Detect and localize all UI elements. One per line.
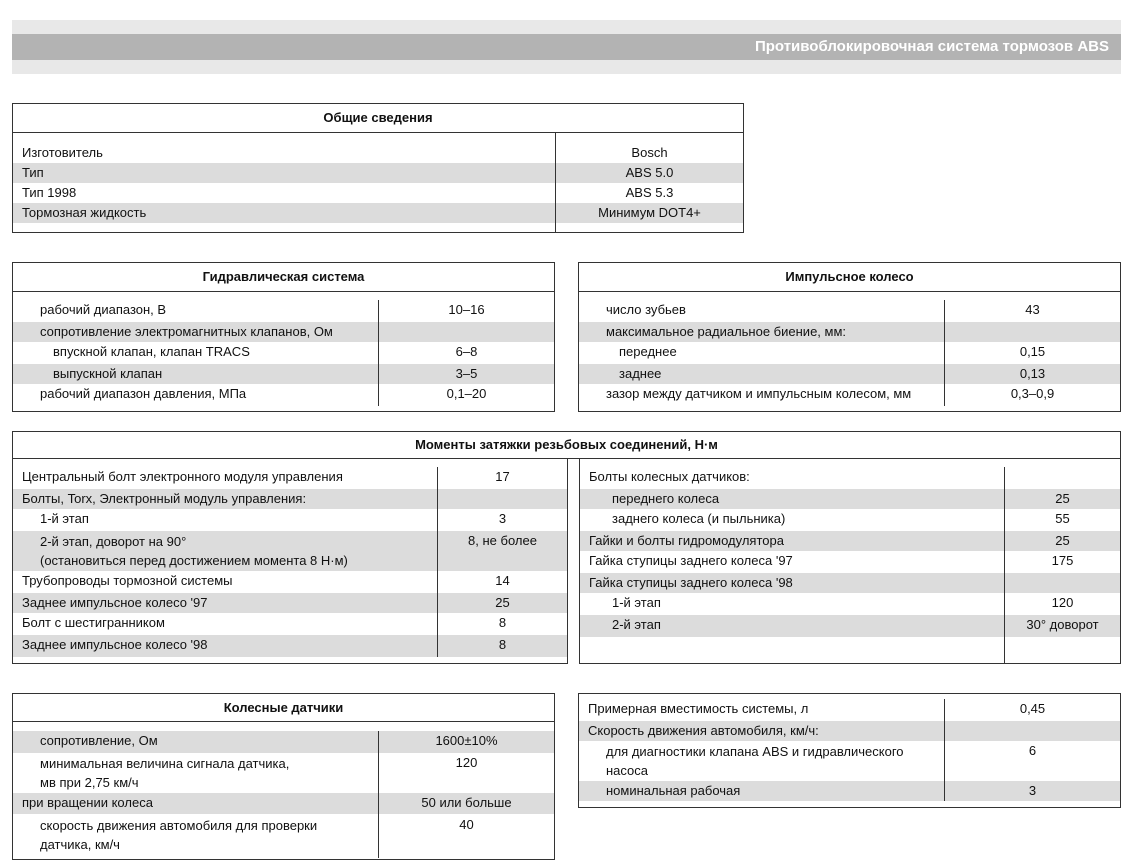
row-value — [1004, 467, 1120, 489]
row-label: номинальная рабочая — [606, 783, 741, 798]
row-label: заднее — [619, 366, 662, 381]
row-label: 2-й этап, доворот на 90° (остановиться перед достижением момента 8 Н·м) — [40, 534, 348, 568]
row-value — [437, 489, 567, 509]
row-label: Болты колесных датчиков: — [589, 469, 750, 484]
row-label: Болты, Torx, Электронный модуль управления: — [22, 491, 307, 506]
row-value: 30° доворот — [1004, 615, 1120, 637]
section-title: Противоблокировочная система тормозов ABS — [12, 34, 1121, 60]
table-row — [579, 699, 1120, 721]
pulse-wheel-title: Импульсное колесо — [579, 263, 1120, 292]
row-value: 17 — [437, 467, 567, 489]
row-value: Минимум DOT4+ — [555, 203, 743, 223]
table-row — [579, 781, 1120, 801]
table-row — [579, 721, 1120, 741]
table-row — [580, 615, 1120, 637]
row-value: 3 — [437, 509, 567, 531]
row-value: 120 — [378, 753, 554, 793]
row-label: Центральный болт электронного модуля управления — [22, 469, 343, 484]
table-row — [13, 731, 554, 753]
capacity-table — [578, 693, 1121, 808]
torque-table — [12, 431, 1121, 664]
row-value: 1600±10% — [378, 731, 554, 753]
row-label: рабочий диапазон, В — [40, 302, 167, 317]
table-row — [13, 364, 554, 384]
table-row — [579, 322, 1120, 342]
row-label: 1-й этап — [40, 511, 89, 526]
table-row — [13, 300, 554, 322]
row-value — [944, 721, 1120, 741]
row-value: 25 — [1004, 531, 1120, 551]
row-value: 3 — [944, 781, 1120, 801]
row-value: 43 — [944, 300, 1120, 322]
table-row — [13, 203, 743, 223]
row-label: Заднее импульсное колесо '97 — [22, 595, 208, 610]
row-label: впускной клапан, клапан TRACS — [53, 344, 250, 359]
row-label: зазор между датчиком и импульсным колесом, мм — [606, 386, 912, 401]
row-label: Гайки и болты гидромодулятора — [589, 533, 784, 548]
table-row — [579, 364, 1120, 384]
header-band-top — [12, 20, 1121, 34]
row-label: Тормозная жидкость — [22, 205, 147, 220]
row-value: 6–8 — [378, 342, 554, 364]
row-label: Тип 1998 — [22, 185, 77, 200]
table-row — [13, 814, 554, 858]
row-value: 0,1–20 — [378, 384, 554, 406]
row-value: 8 — [437, 635, 567, 657]
hydraulic-table — [12, 262, 555, 412]
row-label: максимальное радиальное биение, мм: — [606, 324, 847, 339]
row-value: 55 — [1004, 509, 1120, 531]
row-value — [944, 322, 1120, 342]
table-row — [13, 793, 554, 814]
table-row — [13, 183, 743, 203]
row-value: 10–16 — [378, 300, 554, 322]
table-row — [579, 384, 1120, 406]
table-row — [13, 384, 554, 406]
row-label: сопротивление, Ом — [40, 733, 158, 748]
table-row — [13, 509, 567, 531]
row-label: переднего колеса — [612, 491, 720, 506]
row-value: Bosch — [555, 143, 743, 163]
table-row — [13, 342, 554, 364]
table-row — [13, 322, 554, 342]
row-value: 0,15 — [944, 342, 1120, 364]
table-row — [580, 509, 1120, 531]
row-label: Тип — [22, 165, 44, 180]
table-row — [13, 143, 743, 163]
table-row — [13, 571, 567, 593]
row-label: число зубьев — [606, 302, 686, 317]
row-label: при вращении колеса — [22, 795, 153, 810]
row-label: 1-й этап — [612, 595, 661, 610]
wheel-sensors-table — [12, 693, 555, 860]
row-label: Трубопроводы тормозной системы — [22, 573, 233, 588]
table-row — [580, 489, 1120, 509]
row-value: 3–5 — [378, 364, 554, 384]
table-row — [13, 163, 743, 183]
row-value: 50 или больше — [378, 793, 554, 814]
row-label: Заднее импульсное колесо '98 — [22, 637, 208, 652]
table-row — [580, 551, 1120, 573]
row-label: Изготовитель — [22, 145, 103, 160]
row-value: 8 — [437, 613, 567, 635]
row-label: 2-й этап — [612, 617, 661, 632]
row-value: ABS 5.0 — [555, 163, 743, 183]
row-label: Примерная вместимость системы, л — [588, 701, 809, 716]
hydraulic-title: Гидравлическая система — [13, 263, 554, 292]
row-label: выпускной клапан — [53, 366, 163, 381]
table-row — [579, 342, 1120, 364]
torque-title: Моменты затяжки резьбовых соединений, Н·м — [13, 432, 1120, 459]
general-info-table — [12, 103, 744, 233]
row-label: заднего колеса (и пыльника) — [612, 511, 786, 526]
table-row — [13, 531, 567, 571]
pulse-wheel-table — [578, 262, 1121, 412]
row-value: 14 — [437, 571, 567, 593]
row-value: 25 — [1004, 489, 1120, 509]
table-row — [13, 753, 554, 793]
table-row — [580, 467, 1120, 489]
row-value: 0,3–0,9 — [944, 384, 1120, 406]
table-row — [579, 300, 1120, 322]
row-value: 0,13 — [944, 364, 1120, 384]
row-label: Гайка ступицы заднего колеса '97 — [589, 553, 793, 568]
row-value: 40 — [378, 814, 554, 858]
row-value: 8, не более — [437, 531, 567, 571]
table-row — [579, 741, 1120, 781]
table-row — [13, 593, 567, 613]
row-label: Скорость движения автомобиля, км/ч: — [588, 723, 819, 738]
row-value: 25 — [437, 593, 567, 613]
table-row — [580, 573, 1120, 593]
row-label: скорость движения автомобиля для проверки датчика, км/ч — [40, 818, 318, 852]
table-row — [13, 613, 567, 635]
table-row — [580, 593, 1120, 615]
table-row — [13, 467, 567, 489]
general-info-title: Общие сведения — [13, 104, 743, 133]
table-row — [13, 489, 567, 509]
row-value: ABS 5.3 — [555, 183, 743, 203]
row-label: рабочий диапазон давления, МПа — [40, 386, 247, 401]
row-label: сопротивление электромагнитных клапанов, Ом — [40, 324, 333, 339]
row-value: 6 — [944, 741, 1120, 781]
table-row — [580, 531, 1120, 551]
header-band-bottom — [12, 60, 1121, 74]
row-label: для диагностики клапана ABS и гидравлического насоса — [606, 744, 904, 778]
row-value: 175 — [1004, 551, 1120, 573]
row-value: 0,45 — [944, 699, 1120, 721]
row-value — [378, 322, 554, 342]
row-value — [1004, 573, 1120, 593]
row-label: Гайка ступицы заднего колеса '98 — [589, 575, 793, 590]
wheel-sensors-title: Колесные датчики — [13, 694, 554, 722]
table-row — [13, 635, 567, 657]
row-label: переднее — [619, 344, 677, 359]
row-label: минимальная величина сигнала датчика, мв при 2,75 км/ч — [40, 756, 290, 790]
row-value: 120 — [1004, 593, 1120, 615]
row-label: Болт с шестигранником — [22, 615, 165, 630]
